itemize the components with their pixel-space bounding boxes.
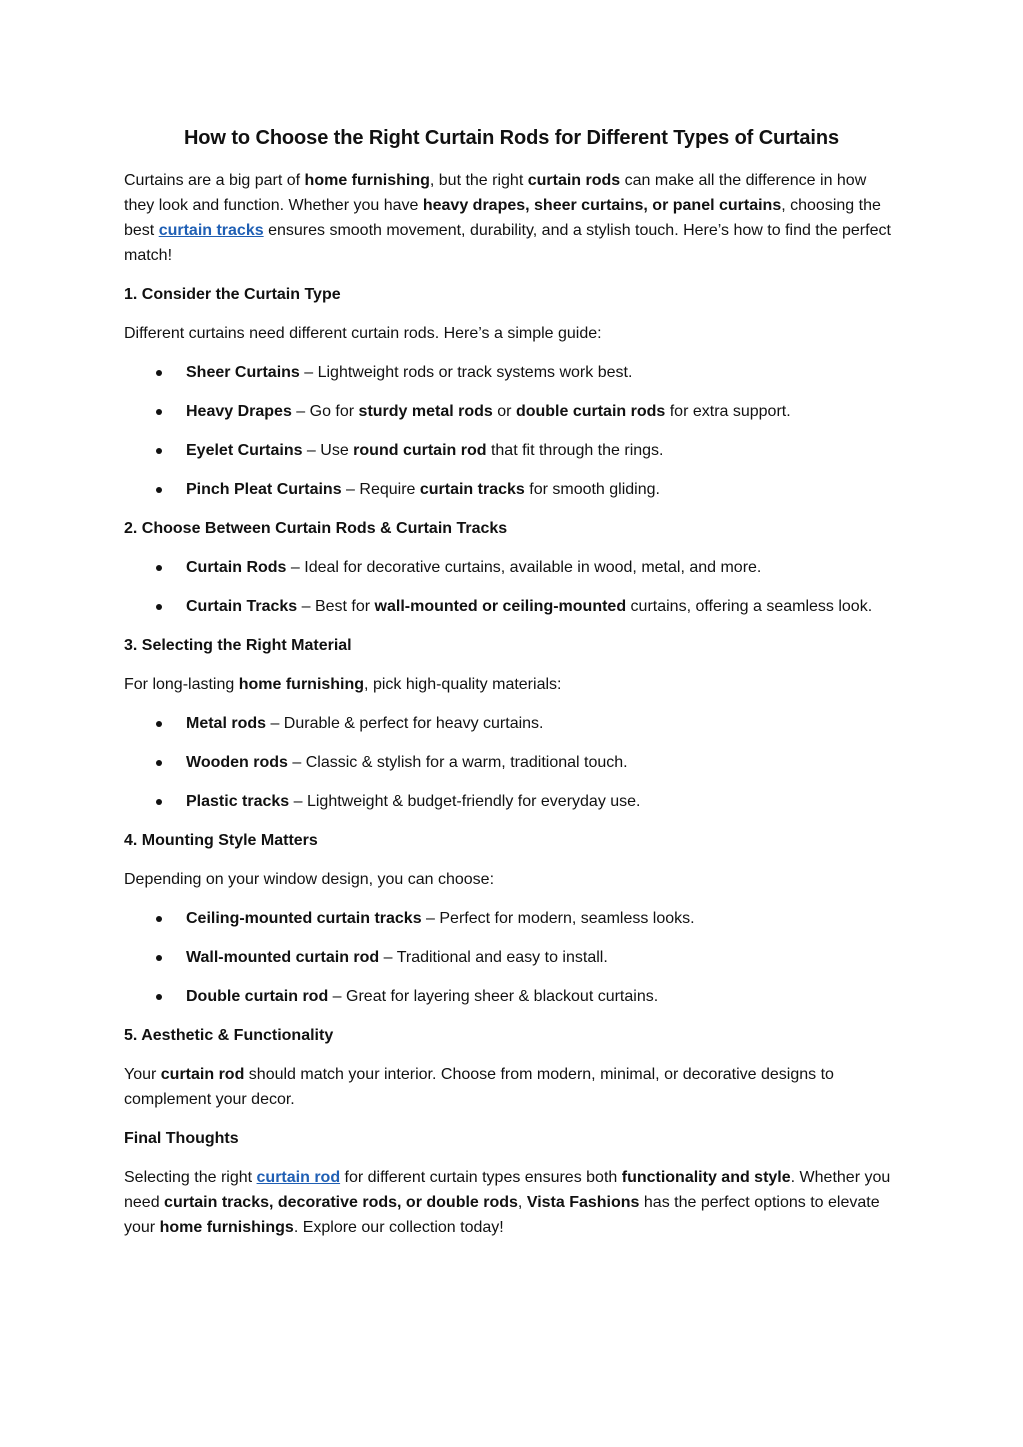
list-item [124, 789, 899, 814]
para-bold: curtain rod [160, 1066, 245, 1083]
list-item [124, 555, 899, 580]
item-text: curtains, offering a seamless look. [626, 598, 873, 615]
bullet-icon [156, 448, 162, 454]
item-bold: Pinch Pleat Curtains [186, 481, 342, 498]
list-item [124, 750, 899, 775]
item-bold: Ceiling-mounted curtain tracks [186, 910, 422, 927]
list-item [124, 594, 899, 619]
intro-text: Curtains are a big part of [124, 172, 305, 189]
curtain-type-list [124, 360, 899, 502]
bullet-icon [156, 760, 162, 766]
item-text: – Best for [297, 598, 375, 615]
item-bold: Wooden rods [186, 754, 288, 771]
item-text: – Go for [291, 403, 359, 420]
list-item [124, 945, 899, 970]
intro-text: , choosing the best [124, 197, 881, 239]
bullet-icon [156, 799, 162, 805]
lead-bold: home furnishing [238, 676, 365, 693]
item-bold: Curtain Tracks [186, 598, 298, 615]
item-bold: Sheer Curtains [186, 364, 300, 381]
item-bold: Plastic tracks [186, 793, 290, 810]
mounting-style-list [124, 906, 899, 1009]
para-text: , [517, 1194, 527, 1211]
lead-text: , pick high-quality materials: [364, 676, 562, 693]
list-item [124, 438, 899, 463]
intro-bold: home furnishing [304, 172, 430, 189]
section-paragraph [124, 1062, 899, 1112]
bullet-icon [156, 487, 162, 493]
item-bold: Wall-mounted curtain rod [186, 949, 380, 966]
bullet-icon [156, 565, 162, 571]
item-bold: Heavy Drapes [186, 403, 292, 420]
bullet-icon [156, 994, 162, 1000]
para-text: . Explore our collection today! [293, 1219, 504, 1236]
item-text: – Use [302, 442, 354, 459]
section-lead: Depending on your window design, you can choose: [124, 871, 495, 888]
section-heading: 5. Aesthetic & Functionality [124, 1027, 334, 1044]
para-text: Your [124, 1066, 161, 1083]
section-lead: Different curtains need different curtain rods. Here’s a simple guide: [124, 325, 602, 342]
item-text: for smooth gliding. [524, 481, 660, 498]
para-text: Selecting the right [124, 1169, 257, 1186]
item-text: that fit through the rings. [486, 442, 664, 459]
intro-text: , but the right [429, 172, 528, 189]
bullet-icon [156, 916, 162, 922]
item-bold: curtain tracks [419, 481, 525, 498]
item-bold: round curtain rod [353, 442, 487, 459]
section-heading: 2. Choose Between Curtain Rods & Curtain Tracks [124, 520, 508, 537]
item-bold: double curtain rods [515, 403, 666, 420]
brand-name: Vista Fashions [526, 1194, 640, 1211]
section-heading: 1. Consider the Curtain Type [124, 286, 341, 303]
item-text: – Require [341, 481, 420, 498]
intro-text: can make all the difference in how they look and function. Whether you have [124, 172, 867, 214]
intro-bold: curtain rods [527, 172, 621, 189]
item-text: – Great for layering sheer & blackout curtains. [328, 988, 659, 1005]
bullet-icon [156, 409, 162, 415]
section-lead [124, 672, 899, 697]
para-bold: home furnishings [159, 1219, 294, 1236]
list-item [124, 360, 899, 385]
item-text: – Durable & perfect for heavy curtains. [266, 715, 544, 732]
curtain-rod-link[interactable]: curtain rod [256, 1169, 341, 1186]
list-item [124, 399, 899, 424]
lead-text: For long-lasting [124, 676, 239, 693]
bullet-icon [156, 721, 162, 727]
para-text: should match your interior. Choose from modern, minimal, or decorative designs to complement your decor. [124, 1066, 834, 1108]
intro-bold: heavy drapes, sheer curtains, or panel curtains [422, 197, 782, 214]
document-page [124, 124, 899, 1254]
list-item [124, 711, 899, 736]
document-title: How to Choose the Right Curtain Rods for Different Types of Curtains [183, 127, 840, 149]
section-heading: Final Thoughts [124, 1130, 239, 1147]
item-bold: Metal rods [186, 715, 267, 732]
section-heading: 4. Mounting Style Matters [124, 832, 318, 849]
intro-text: ensures smooth movement, durability, and a stylish touch. Here’s how to find the perfect match! [124, 222, 891, 264]
para-text: for different curtain types ensures both [340, 1169, 622, 1186]
list-item [124, 984, 899, 1009]
bullet-icon [156, 955, 162, 961]
bullet-icon [156, 604, 162, 610]
item-text: or [492, 403, 516, 420]
item-text: – Classic & stylish for a warm, traditional touch. [287, 754, 628, 771]
item-text: for extra support. [665, 403, 791, 420]
para-text: has the perfect options to elevate your [124, 1194, 880, 1236]
item-text: – Lightweight rods or track systems work best. [299, 364, 633, 381]
item-bold: Double curtain rod [186, 988, 329, 1005]
material-list [124, 711, 899, 814]
item-text: – Ideal for decorative curtains, available in wood, metal, and more. [286, 559, 762, 576]
item-bold: wall-mounted or ceiling-mounted [374, 598, 627, 615]
item-text: – Traditional and easy to install. [379, 949, 608, 966]
item-bold: sturdy metal rods [358, 403, 493, 420]
item-text: – Perfect for modern, seamless looks. [421, 910, 695, 927]
final-paragraph [124, 1165, 899, 1240]
item-text: – Lightweight & budget-friendly for everyday use. [289, 793, 641, 810]
section-heading: 3. Selecting the Right Material [124, 637, 352, 654]
intro-paragraph [124, 168, 899, 268]
list-item [124, 906, 899, 931]
list-item [124, 477, 899, 502]
bullet-icon [156, 370, 162, 376]
item-bold: Curtain Rods [186, 559, 287, 576]
rods-vs-tracks-list [124, 555, 899, 619]
para-text: . Whether you need [124, 1169, 891, 1211]
curtain-tracks-link[interactable]: curtain tracks [158, 222, 264, 239]
para-bold: curtain tracks, decorative rods, or double rods [164, 1194, 518, 1211]
para-bold: functionality and style [621, 1169, 791, 1186]
item-bold: Eyelet Curtains [186, 442, 303, 459]
